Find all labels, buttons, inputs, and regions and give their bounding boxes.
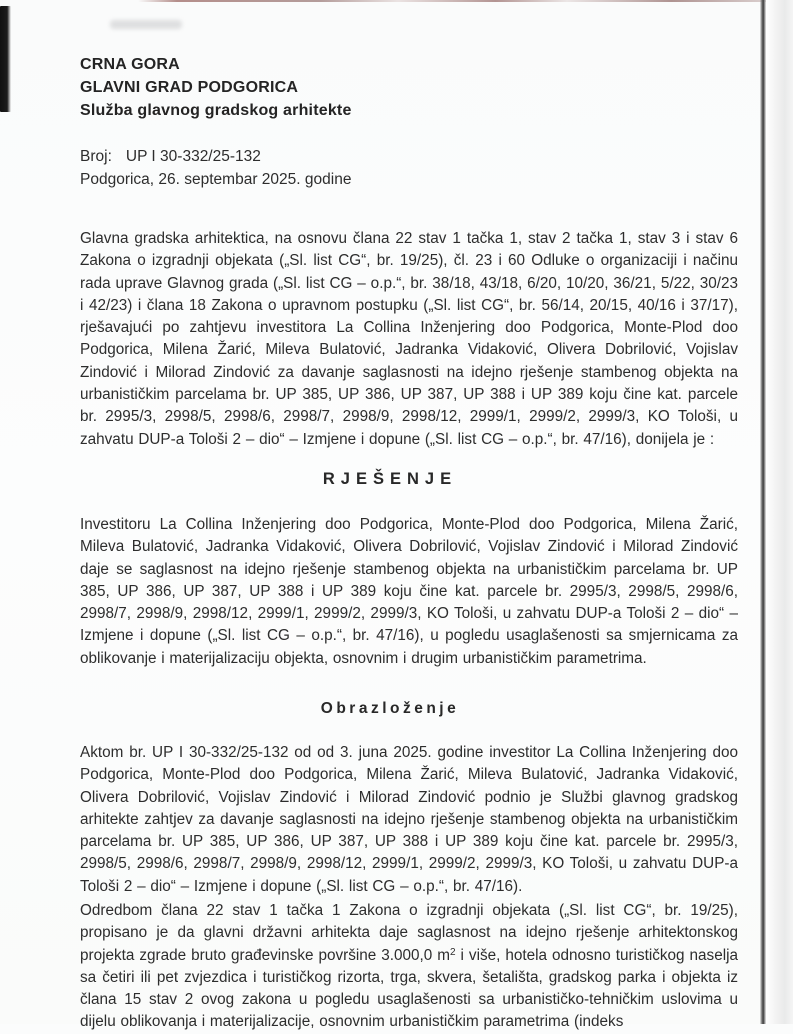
legal-basis-text-2: i više, hotela odnosno turističkog naselja sa četiri ili pet zvjezdica i turističkog rizorta, trga, skvera, šetališta, gradskog parka i objekta iz člana 15 stav 2 ovog zakona u pogledu usaglašenosti sa urbanističko-tehničkim uslovima u dijelu oblikovanja i materijalizacije, osnovnim urbanističkim parametrima (indeks <box>80 946 739 1031</box>
letterhead <box>80 53 640 122</box>
scan-edge-right <box>760 0 766 1024</box>
place-date-line: Podgorica, 26. septembar 2025. godine <box>80 171 352 188</box>
heading-resolution: RJEŠENJE <box>322 470 458 488</box>
heading-explanation: Obrazloženje <box>320 700 460 717</box>
legal-basis-text-1: Odredbom člana 22 stav 1 tačka 1 Zakona o izgradnji objekata („Sl. list CG“, br. 19/25), propisano je da glavni državni arhitekta daje saglasnost na idejno rješenje arhitektonskog projekta zgrade bruto građevinske površine 3.000,0 m <box>80 902 738 964</box>
square-meter-superscript: 2 <box>450 946 456 958</box>
paragraph-legal-basis <box>80 900 738 1034</box>
document-number-line <box>80 145 640 168</box>
paragraph-request: Aktom br. UP I 30-332/25-132 od od 3. juna 2025. godine investitor La Collina Inženjering doo Podgorica, Monte-Plod doo Podgorica, Milena Žarić, Mileva Bulatović, Jadranka Vidaković, Olivera Dobrilović, Vojislav Zindović i Milorad Zindović podnio je Službi glavnog gradskog arhitekte zahtjev za davanje saglasnosti na idejno rješenje stambenog objekta na urbanističkim parcelama br. UP 385, UP 386, UP 387, UP 388 i UP 389 koju čine kat. parcele br. 2995/3, 2998/5, 2998/6, 2998/7, 2998/9, 2998/12, 2999/1, 2999/2, 2999/3, KO Tološi, u zahvatu DUP-a Tološi 2 – dio“ – Izmjene i dopune („Sl. list CG – o.p.“, br. 47/16). <box>80 744 738 895</box>
scan-edge-top <box>138 0 788 2</box>
scan-shadow-left <box>0 6 11 112</box>
document-meta <box>80 145 640 191</box>
letterhead-office: Služba glavnog gradskog arhitekte <box>80 102 352 119</box>
paragraph-intro: Glavna gradska arhitektica, na osnovu člana 22 stav 1 tačka 1, stav 2 tačka 1, stav 3 i stav 6 Zakona o izgradnji objekata („Sl. list CG“, br. 19/25), čl. 23 i 60 Odluke o organizaciji i načinu rada uprave Glavnog grada („Sl. list CG – o.p.“, br. 38/18, 43/18, 6/20, 10/20, 36/21, 5/22, 30/23 i 42/23) i člana 18 Zakona o upravnom postupku („Sl. list CG“, br. 56/14, 20/15, 40/16 i 37/17), rješavajući po zahtjevu investitora La Collina Inženjering doo Podgorica, Monte-Plod doo Podgorica, Milena Žarić, Mileva Bulatović, Jadranka Vidaković, Olivera Dobrilović, Vojislav Zindović i Milorad Zindović za davanje saglasnosti na idejno rješenje stambenog objekta na urbanističkim parcelama br. UP 385, UP 386, UP 387, UP 388 i UP 389 koju čine kat. parcele br. 2995/3, 2998/5, 2998/6, 2998/7, 2998/9, 2998/12, 2999/1, 2999/2, 2999/3, KO Tološi, u zahvatu DUP-a Tološi 2 – dio“ – Izmjene i dopune („Sl. list CG – o.p.“, br. 47/16), donijela je : <box>80 230 738 448</box>
scan-margin-right <box>766 0 793 1024</box>
document-number-label: Broj: <box>80 148 112 165</box>
scan-smudge <box>110 20 182 29</box>
paragraph-decision: Investitoru La Collina Inženjering doo Podgorica, Monte-Plod doo Podgorica, Milena Žarić, Mileva Bulatović, Jadranka Vidaković, Olivera Dobrilović, Vojislav Zindović i Milorad Zindović daje se saglasnost na idejno rješenje stambenog objekta na urbanističkim parcelama br. UP 385, UP 386, UP 387, UP 388 i UP 389 koju čine kat. parcele br. 2995/3, 2998/5, 2998/6, 2998/7, 2998/9, 2998/12, 2999/1, 2999/2, 2999/3, KO Tološi, u zahvatu DUP-a Tološi 2 – dio“ – Izmjene i dopune („Sl. list CG – o.p.“, br. 47/16), u pogledu usaglašenosti sa smjernicama za oblikovanje i materijalizaciju objekta, osnovnim i drugim urbanističkim parametrima. <box>80 516 738 667</box>
letterhead-city: GLAVNI GRAD PODGORICA <box>80 79 299 96</box>
document-number-value: UP I 30-332/25-132 <box>125 148 261 165</box>
letterhead-country: CRNA GORA <box>80 56 180 73</box>
